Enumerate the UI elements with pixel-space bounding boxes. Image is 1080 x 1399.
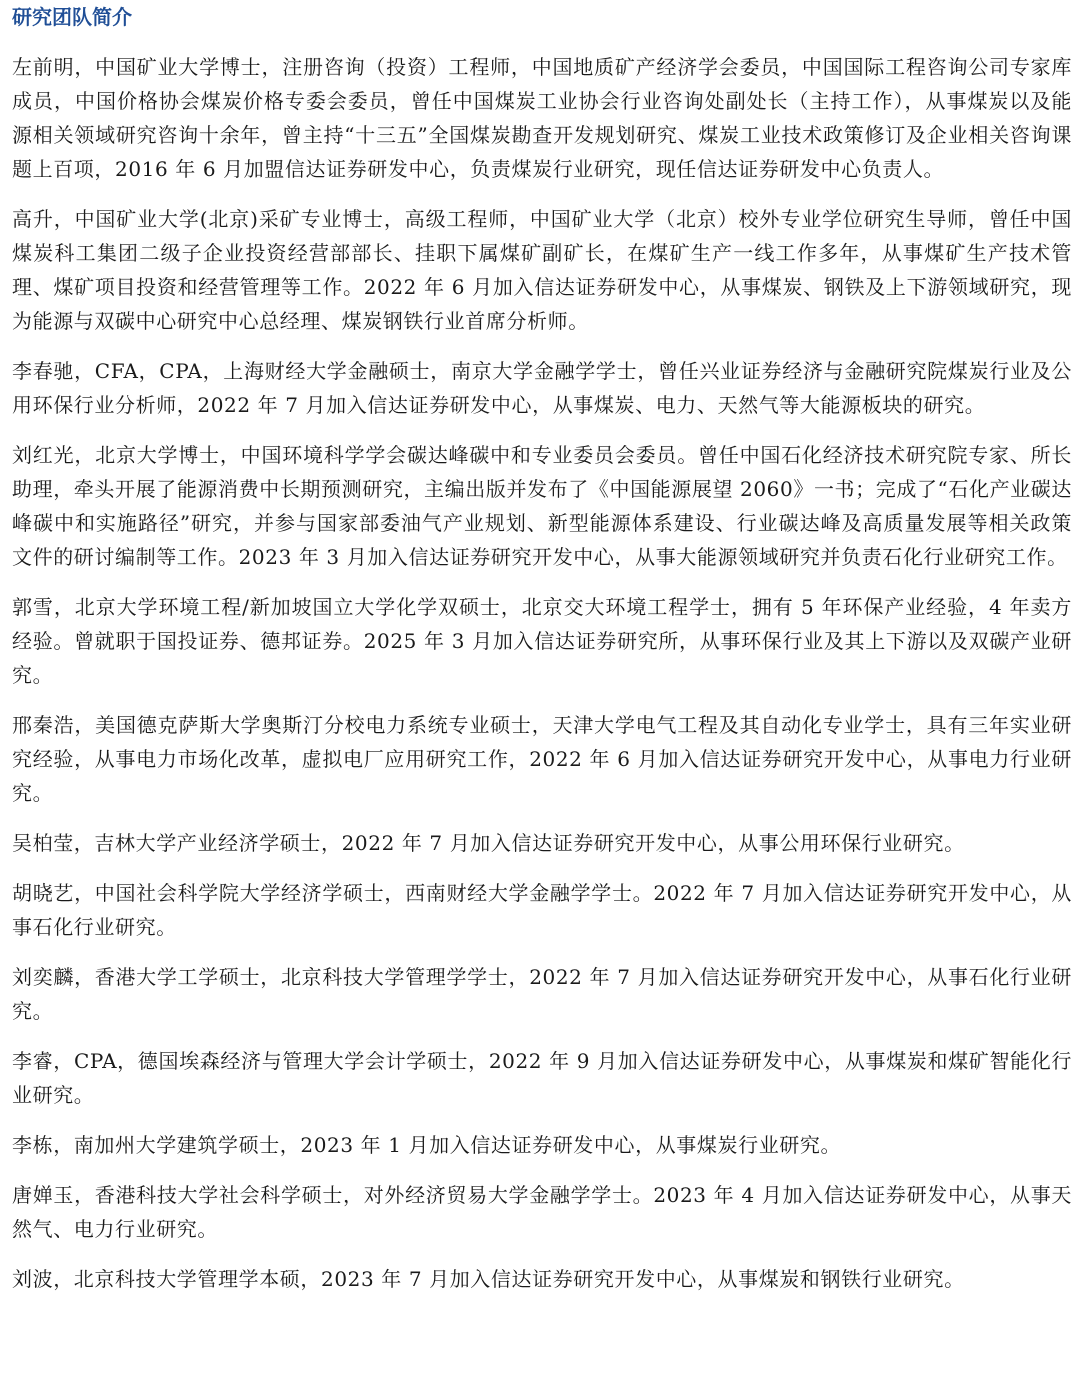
bio-paragraph-liu-yilin: 刘奕麟，香港大学工学硕士，北京科技大学管理学学士，2022 年 7 月加入信达证券研究开发中心，从事石化行业研究。: [12, 965, 1072, 1023]
bio-paragraph-xing-qinhao: 邢秦浩，美国德克萨斯大学奥斯汀分校电力系统专业硕士，天津大学电气工程及其自动化专业学士，具有三年实业研究经验，从事电力市场化改革，虚拟电厂应用研究工作，2022 年 6 月加入信达证券研究开发中心，从事电力行业研究。: [12, 713, 1072, 805]
bio-paragraph-gao-sheng: 高升，中国矿业大学(北京)采矿专业博士，高级工程师，中国矿业大学（北京）校外专业学位研究生导师，曾任中国煤炭科工集团二级子企业投资经营部部长、挂职下属煤矿副矿长，在煤矿生产一线工作多年，从事煤矿生产技术管理、煤矿项目投资和经营管理等工作。2022 年 6 月加入信达证券研发中心，从事煤炭、钢铁及上下游领域研究，现为能源与双碳中心研究中心总经理、煤炭钢铁行业首席分析师。: [12, 207, 1072, 333]
bio-paragraph-wu-baiying: 吴柏莹，吉林大学产业经济学硕士，2022 年 7 月加入信达证券研究开发中心，从事公用环保行业研究。: [12, 831, 965, 855]
bio-paragraph-liu-hongguang: 刘红光，北京大学博士，中国环境科学学会碳达峰碳中和专业委员会委员。曾任中国石化经济技术研究院专家、所长助理，牵头开展了能源消费中长期预测研究，主编出版并发布了《中国能源展望 2060》一书；完成了“石化产业碳达峰碳中和实施路径”研究，并参与国家部委油气产业规划、新型能源体系建设、行业碳达峰及高质量发展等相关政策文件的研讨编制等工作。2023 年 3 月加入信达证券研究开发中心，从事大能源领域研究并负责石化行业研究工作。: [12, 443, 1072, 569]
section-title: 研究团队简介: [12, 5, 132, 29]
bio-paragraph-li-rui: 李睿，CPA，德国埃森经济与管理大学会计学硕士，2022 年 9 月加入信达证券研发中心，从事煤炭和煤矿智能化行业研究。: [12, 1049, 1072, 1107]
bio-paragraph-tang-chanyu: 唐婵玉，香港科技大学社会科学硕士，对外经济贸易大学金融学学士。2023 年 4 月加入信达证券研发中心，从事天然气、电力行业研究。: [12, 1183, 1072, 1241]
bio-paragraph-hu-xiaoyi: 胡晓艺，中国社会科学院大学经济学硕士，西南财经大学金融学学士。2022 年 7 月加入信达证券研究开发中心，从事石化行业研究。: [12, 881, 1072, 939]
bio-paragraph-li-dong: 李栋，南加州大学建筑学硕士，2023 年 1 月加入信达证券研发中心，从事煤炭行业研究。: [12, 1133, 842, 1157]
bio-paragraph-zuo-qianming: 左前明，中国矿业大学博士，注册咨询（投资）工程师，中国地质矿产经济学会委员，中国国际工程咨询公司专家库成员，中国价格协会煤炭价格专委会委员，曾任中国煤炭工业协会行业咨询处副处长（主持工作），从事煤炭以及能源相关领域研究咨询十余年，曾主持“十三五”全国煤炭勘查开发规划研究、煤炭工业技术政策修订及企业相关咨询课题上百项，2016 年 6 月加盟信达证券研发中心，负责煤炭行业研究，现任信达证券研发中心负责人。: [12, 55, 1072, 181]
bio-paragraph-li-chunchi: 李春驰，CFA，CPA，上海财经大学金融硕士，南京大学金融学学士，曾任兴业证券经济与金融研究院煤炭行业及公用环保行业分析师，2022 年 7 月加入信达证券研发中心，从事煤炭、电力、天然气等大能源板块的研究。: [12, 359, 1072, 417]
bio-paragraph-liu-bo: 刘波，北京科技大学管理学本硕，2023 年 7 月加入信达证券研究开发中心，从事煤炭和钢铁行业研究。: [12, 1267, 965, 1291]
bio-paragraph-guo-xue: 郭雪，北京大学环境工程/新加坡国立大学化学双硕士，北京交大环境工程学士，拥有 5 年环保产业经验，4 年卖方经验。曾就职于国投证券、德邦证券。2025 年 3 月加入信达证券研究所，从事环保行业及其上下游以及双碳产业研究。: [12, 595, 1072, 687]
